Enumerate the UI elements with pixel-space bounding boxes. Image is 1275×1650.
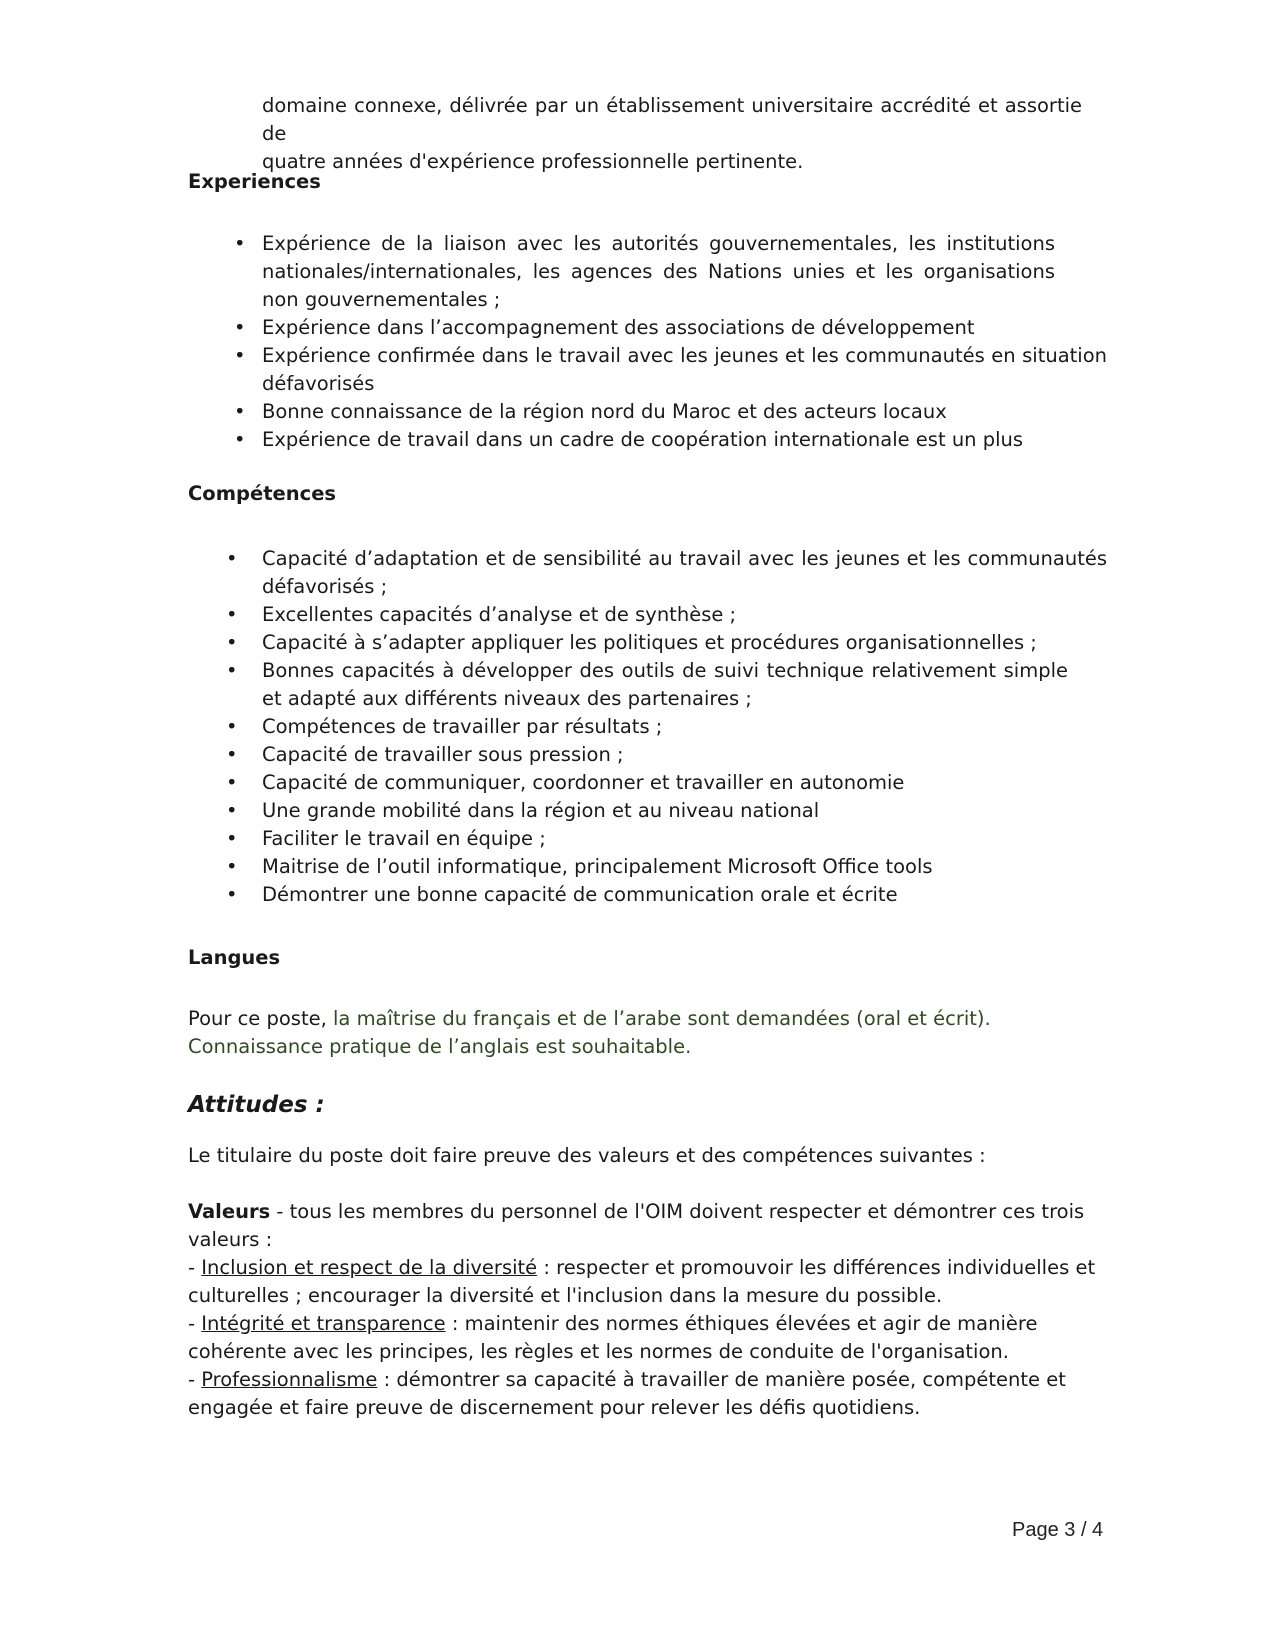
list-item-text: Faciliter le travail en équipe ; bbox=[262, 827, 546, 850]
list-item-text: Expérience de la liaison avec les autorités gouvernementales, les institutions nationales/internationales, les agences des Nations unies et les organisations non gouvernementales ; bbox=[262, 232, 1055, 311]
list-item bbox=[226, 601, 1122, 629]
attitudes-heading: Attitudes : bbox=[188, 1092, 325, 1118]
list-item-text: Compétences de travailler par résultats ; bbox=[262, 715, 663, 738]
list-item-text: Bonne connaissance de la région nord du Maroc et des acteurs locaux bbox=[262, 400, 947, 423]
bullet-icon: • bbox=[234, 232, 246, 255]
list-item bbox=[226, 657, 1068, 713]
list-item-text: Expérience dans l’accompagnement des associations de développement bbox=[262, 316, 975, 339]
bullet-icon: • bbox=[226, 771, 238, 794]
bullet-icon: • bbox=[226, 743, 238, 766]
experiences-list bbox=[234, 230, 1122, 454]
valeurs-line bbox=[188, 1198, 1138, 1254]
list-item bbox=[226, 545, 1107, 601]
list-item bbox=[234, 230, 1055, 314]
value-name: Intégrité et transparence bbox=[201, 1312, 446, 1335]
list-item bbox=[234, 426, 1122, 454]
list-item-text: Capacité de travailler sous pression ; bbox=[262, 743, 624, 766]
langues-paragraph bbox=[188, 1005, 1138, 1061]
value-item bbox=[188, 1254, 1138, 1310]
list-item-text: Démontrer une bonne capacité de communication orale et écrite bbox=[262, 883, 898, 906]
list-item bbox=[226, 769, 1122, 797]
list-item bbox=[226, 797, 1122, 825]
list-item-text: Expérience confirmée dans le travail avec les jeunes et les communautés en situation défavorisés bbox=[262, 344, 1107, 395]
bullet-icon: • bbox=[226, 855, 238, 878]
list-item-text: Capacité à s’adapter appliquer les politiques et procédures organisationnelles ; bbox=[262, 631, 1037, 654]
list-item-text: Une grande mobilité dans la région et au niveau national bbox=[262, 799, 820, 822]
list-item bbox=[234, 314, 1122, 342]
list-item bbox=[226, 853, 1122, 881]
page-number: Page 3 / 4 bbox=[1012, 1519, 1104, 1541]
bullet-icon: • bbox=[234, 316, 246, 339]
bullet-icon: • bbox=[226, 715, 238, 738]
experiences-heading: Experiences bbox=[188, 170, 321, 193]
list-item-text: Expérience de travail dans un cadre de coopération internationale est un plus bbox=[262, 428, 1024, 451]
bullet-icon: • bbox=[234, 400, 246, 423]
list-item-text: Capacité d’adaptation et de sensibilité au travail avec les jeunes et les communautés défavorisés ; bbox=[262, 547, 1107, 598]
intro-paragraph bbox=[262, 92, 1082, 176]
competences-heading: Compétences bbox=[188, 482, 337, 505]
bullet-icon: • bbox=[234, 344, 246, 367]
langues-english: Connaissance pratique de l’anglais est souhaitable. bbox=[188, 1035, 692, 1058]
bullet-icon: • bbox=[226, 659, 238, 682]
intro-line-1: domaine connexe, délivrée par un établissement universitaire accrédité et assortie de bbox=[262, 94, 1082, 145]
list-item bbox=[234, 398, 1122, 426]
list-item bbox=[234, 342, 1107, 398]
langues-prefix: Pour ce poste, bbox=[188, 1007, 333, 1030]
langues-requirement: la maîtrise du français et de l’arabe sont demandées (oral et écrit). bbox=[333, 1007, 991, 1030]
bullet-icon: • bbox=[226, 547, 238, 570]
value-dash: - bbox=[188, 1256, 202, 1279]
value-text: : maintenir des normes éthiques élevées et agir de manière cohérente avec les principes, les règles et les normes de conduite de l'organisation. bbox=[188, 1312, 1038, 1363]
value-dash: - bbox=[188, 1312, 202, 1335]
bullet-icon: • bbox=[226, 631, 238, 654]
value-name: Inclusion et respect de la diversité bbox=[201, 1256, 538, 1279]
bullet-icon: • bbox=[226, 883, 238, 906]
intro-line-2: quatre années d'expérience professionnelle pertinente. bbox=[262, 150, 804, 173]
bullet-icon: • bbox=[226, 799, 238, 822]
value-text: : respecter et promouvoir les différences individuelles et culturelles ; encourager la diversité et l'inclusion dans la mesure du possible. bbox=[188, 1256, 1096, 1307]
list-item-text: Maitrise de l’outil informatique, principalement Microsoft Office tools bbox=[262, 855, 933, 878]
langues-heading: Langues bbox=[188, 946, 281, 969]
list-item bbox=[226, 881, 1122, 909]
list-item-text: Bonnes capacités à développer des outils de suivi technique relativement simple et adapté aux différents niveaux des partenaires ; bbox=[262, 659, 1068, 710]
bullet-icon: • bbox=[226, 827, 238, 850]
valeurs-label: Valeurs bbox=[188, 1200, 271, 1223]
bullet-icon: • bbox=[226, 603, 238, 626]
value-text: : démontrer sa capacité à travailler de manière posée, compétente et engagée et faire preuve de discernement pour relever les défis quotidiens. bbox=[188, 1368, 1066, 1419]
list-item bbox=[226, 825, 1122, 853]
value-item bbox=[188, 1310, 1138, 1366]
list-item bbox=[226, 713, 1122, 741]
list-item bbox=[226, 741, 1122, 769]
value-dash: - bbox=[188, 1368, 202, 1391]
competences-list bbox=[226, 545, 1122, 909]
valeurs-text: - tous les membres du personnel de l'OIM doivent respecter et démontrer ces trois valeurs : bbox=[188, 1200, 1085, 1251]
attitudes-intro: Le titulaire du poste doit faire preuve des valeurs et des compétences suivantes : bbox=[188, 1144, 986, 1167]
list-item-text: Excellentes capacités d’analyse et de synthèse ; bbox=[262, 603, 737, 626]
values-list bbox=[188, 1254, 1138, 1422]
value-name: Professionnalisme bbox=[201, 1368, 378, 1391]
bullet-icon: • bbox=[234, 428, 246, 451]
value-item bbox=[188, 1366, 1138, 1422]
list-item bbox=[226, 629, 1122, 657]
list-item-text: Capacité de communiquer, coordonner et travailler en autonomie bbox=[262, 771, 905, 794]
